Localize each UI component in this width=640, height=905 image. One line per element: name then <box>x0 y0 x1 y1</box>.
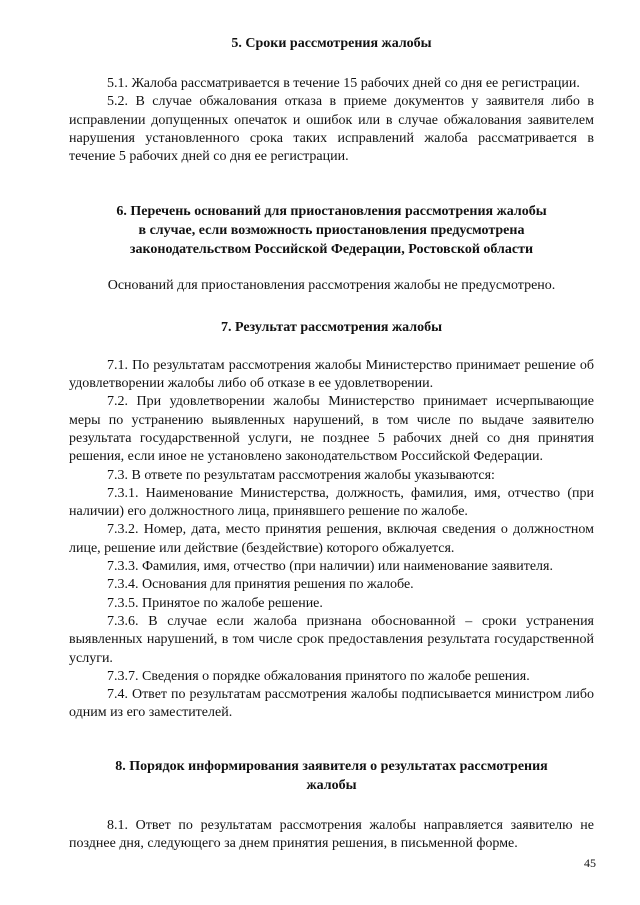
paragraph-7-3-6: 7.3.6. В случае если жалоба признана обоснованной – сроки устранения выявленных нарушений, в том числе срок предоставления результата государственной услуги. <box>69 613 594 666</box>
paragraph-7-3-3: 7.3.3. Фамилия, имя, отчество (при наличии) или наименование заявителя. <box>107 559 553 575</box>
section-7-body <box>69 357 594 723</box>
section-7-heading: 7. Результат рассмотрения жалобы <box>220 319 443 335</box>
section-6-body <box>69 277 594 295</box>
section-8-heading-line: 8. Порядок информирования заявителя о результатах рассмотрения <box>115 758 548 774</box>
paragraph-7-3-1: 7.3.1. Наименование Министерства, должность, фамилия, имя, отчество (при наличии) его должностного лица, принявшего решение по жалобе. <box>69 485 594 520</box>
section-6-heading-line: 6. Перечень оснований для приостановления рассмотрения жалобы <box>116 204 547 220</box>
paragraph-7-1: 7.1. По результатам рассмотрения жалобы Министерство принимает решение об удовлетворении жалобы либо об отказе в ее удовлетворении. <box>69 357 594 392</box>
paragraph-6: Оснований для приостановления рассмотрения жалобы не предусмотрено. <box>107 278 556 294</box>
page-number: 45 <box>584 856 596 870</box>
paragraph-7-3-2: 7.3.2. Номер, дата, место принятия решения, включая сведения о должностном лице, решение или действие (бездействие) которого обжалуется. <box>69 522 594 556</box>
paragraph-7-3-7: 7.3.7. Сведения о порядке обжалования принятого по жалобе решения. <box>107 668 530 684</box>
paragraph-5-2: 5.2. В случае обжалования отказа в приеме документов у заявителя либо в исправлении допущенных опечаток и ошибок или в случае обжалования заявителем нарушения установленного срока таких исправлений жалоба рассматривается в течение 5 рабочих дней со дня ее регистрации. <box>69 94 594 165</box>
section-8-heading <box>69 757 594 795</box>
paragraph-7-4: 7.4. Ответ по результатам рассмотрения жалобы подписывается министром либо одним из его заместителей. <box>69 687 594 721</box>
section-6-heading-line: в случае, если возможность приостановления предусмотрена <box>138 223 525 239</box>
section-5-heading: 5. Сроки рассмотрения жалобы <box>231 36 432 51</box>
section-8-body <box>69 817 594 854</box>
section-5-body <box>69 75 594 166</box>
section-8-heading-line: жалобы <box>306 777 357 793</box>
paragraph-7-2: 7.2. При удовлетворении жалобы Министерство принимает исчерпывающие меры по устранению выявленных нарушений, в том числе по выдаче заявителю результата государственной услуги, не позднее 5 рабочих дней со дня принятия решения, если иное не установлено законодательством Российской Федерации. <box>69 394 594 465</box>
document-page <box>69 34 594 853</box>
paragraph-7-3-4: 7.3.4. Основания для принятия решения по жалобе. <box>107 577 414 593</box>
paragraph-8-1: 8.1. Ответ по результатам рассмотрения жалобы направляется заявителю не позднее дня, следующего за днем принятия решения, в письменной форме. <box>69 817 594 852</box>
paragraph-5-1: 5.1. Жалоба рассматривается в течение 15 рабочих дней со дня ее регистрации. <box>107 76 580 91</box>
paragraph-7-3-5: 7.3.5. Принятое по жалобе решение. <box>107 595 323 611</box>
section-6-heading <box>69 202 594 259</box>
paragraph-7-3: 7.3. В ответе по результатам рассмотрения жалобы указываются: <box>107 467 495 483</box>
section-6-heading-line: законодательством Российской Федерации, Ростовской области <box>129 242 534 258</box>
